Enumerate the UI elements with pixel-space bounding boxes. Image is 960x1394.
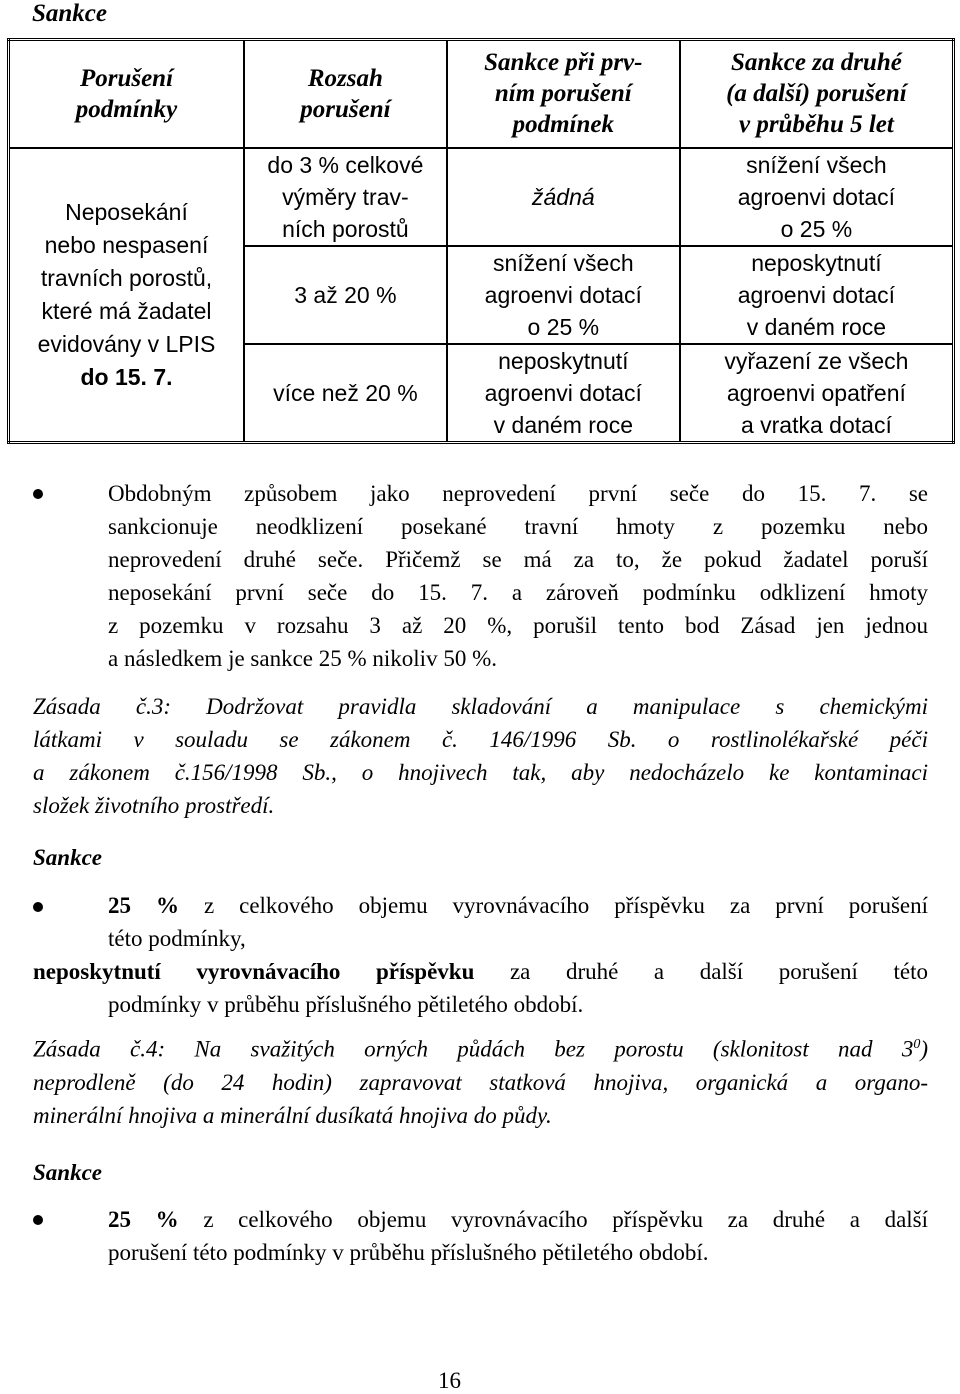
first-sanction-line: snížení všech <box>493 249 634 276</box>
first-sanction-line: v daném roce <box>493 411 633 438</box>
header-condition <box>9 40 244 148</box>
second-sanction-line: agroenvi dotací <box>737 183 896 210</box>
section-heading-sankce: Sankce <box>33 845 102 870</box>
header-second-violation <box>680 40 954 148</box>
header-first-violation <box>447 40 680 148</box>
paragraph-line: neprodleně (do 24 hodin) zapravovat statková hnojiva, organická a organo- <box>33 1069 928 1095</box>
header-line: podmínek <box>512 111 615 139</box>
range-cell <box>244 344 447 443</box>
first-sanction-line: o 25 % <box>527 313 600 340</box>
range-cell <box>244 148 447 246</box>
header-range <box>244 40 447 148</box>
paragraph-line: sankcionuje neodklizení posekané travní hmoty z pozemku nebo <box>108 514 928 539</box>
first-sanction-line: agroenvi dotací <box>484 281 642 308</box>
second-sanction-cell <box>680 344 954 443</box>
range-line: výměry trav- <box>282 183 409 210</box>
second-sanction-cell <box>680 246 954 344</box>
sanction-table <box>7 38 955 444</box>
header-line: Porušení <box>79 64 174 92</box>
section-heading-sankce: Sankce <box>32 0 107 27</box>
paragraph-line: podmínky v průběhu příslušného pětiletého období. <box>108 992 584 1017</box>
text: Zásada č.4: Na svažitých orných půdách bez porostu (sklonitost nad 3 <box>33 1036 914 1062</box>
second-sanction-cell <box>680 148 954 246</box>
paragraph-line <box>108 889 928 922</box>
paragraph-line: látkami v souladu se zákonem č. 146/1996 Sb. o rostlinolékařské péči <box>33 727 928 752</box>
second-sanction-line: vyřazení ze všech <box>724 347 909 374</box>
range-cell <box>244 246 447 344</box>
paragraph-line: porušení této podmínky v průběhu příslušného pětiletého období. <box>108 1240 709 1265</box>
text: z celkového objemu vyrovnávacího příspěvku za druhé a další <box>203 1207 929 1232</box>
bullet-icon <box>33 489 43 499</box>
bullet-icon <box>33 902 43 912</box>
first-sanction-cell <box>447 344 680 443</box>
paragraph-line: a zákonem č.156/1998 Sb., o hnojivech tak, aby nedocházelo ke kontaminaci <box>33 760 928 785</box>
paragraph-line: Zásada č.3: Dodržovat pravidla skladování a manipulace s chemickými <box>33 694 928 719</box>
header-line: porušení <box>300 95 391 123</box>
paragraph-line: Obdobným způsobem jako neprovedení první seče do 15. 7. se <box>108 481 928 506</box>
condition-line: evidovány v LPIS <box>37 330 216 357</box>
text: za druhé a další porušení této <box>509 959 928 984</box>
first-sanction-line: agroenvi dotací <box>484 379 642 406</box>
paragraph-line: složek životního prostředí. <box>33 793 275 818</box>
header-line: Sankce při prv- <box>484 49 643 77</box>
paragraph-line <box>33 955 928 988</box>
text: ) <box>920 1036 928 1062</box>
second-sanction-line: agroenvi opatření <box>726 379 906 406</box>
second-sanction-line: agroenvi dotací <box>737 281 896 308</box>
condition-line: které má žadatel <box>41 297 212 324</box>
emphasis: neposkytnutí vyrovnávacího příspěvku <box>33 959 475 984</box>
range-line: více než 20 % <box>273 379 418 406</box>
bullet-icon <box>33 1215 43 1225</box>
principle-3-paragraph <box>33 690 928 822</box>
superscript: 0 <box>913 1037 921 1052</box>
table-header-row <box>9 40 954 148</box>
paragraph-bullet-2 <box>108 889 928 955</box>
paragraph-line <box>108 1203 928 1236</box>
emphasis: 25 % <box>108 893 179 918</box>
table-row <box>9 148 954 246</box>
header-line: ním porušení <box>494 80 632 108</box>
condition-line: travních porostů, <box>40 264 213 291</box>
range-line: do 3 % celkové <box>267 151 424 178</box>
paragraph-line: z pozemku v rozsahu 3 až 20 %, porušil tento bod Zásad jen jednou <box>108 613 928 638</box>
paragraph-line: minerální hnojiva a minerální dusíkatá hnojiva do půdy. <box>33 1102 552 1128</box>
first-sanction-cell <box>447 148 680 246</box>
paragraph-line: neprovedení druhé seče. Přičemž se má za to, že pokud žadatel poruší <box>108 547 928 572</box>
header-line: (a další) porušení <box>726 80 907 108</box>
principle-4-paragraph <box>33 1028 928 1132</box>
text: z celkového objemu vyrovnávacího příspěvku za první porušení <box>203 893 928 918</box>
header-line: podmínky <box>75 95 178 123</box>
header-line: Rozsah <box>307 64 383 92</box>
first-sanction-cell <box>447 246 680 344</box>
paragraph-line: a následkem je sankce 25 % nikoliv 50 %. <box>108 646 497 671</box>
second-sanction-line: a vratka dotací <box>740 411 892 438</box>
paragraph-bullet-3 <box>108 1203 928 1269</box>
second-sanction-line: v daném roce <box>746 313 887 340</box>
condition-cell <box>9 148 244 443</box>
first-sanction-line: žádná <box>531 183 595 210</box>
range-line: ních porostů <box>282 215 409 242</box>
second-sanction-line: neposkytnutí <box>751 249 882 276</box>
paragraph-line: neposekání první seče do 15. 7. a zároveň podmínku odklizení hmoty <box>108 580 928 605</box>
header-line: Sankce za druhé <box>730 49 902 77</box>
paragraph-bullet-2-cont <box>33 955 928 1021</box>
first-sanction-line: neposkytnutí <box>498 347 629 374</box>
paragraph-line: této podmínky, <box>108 926 246 951</box>
second-sanction-line: o 25 % <box>780 215 853 242</box>
condition-line: do 15. 7. <box>80 363 173 390</box>
range-line: 3 až 20 % <box>294 281 397 308</box>
section-heading-sankce: Sankce <box>33 1160 102 1185</box>
condition-line: Neposekání <box>65 198 188 225</box>
second-sanction-line: snížení všech <box>746 151 887 178</box>
paragraph-bullet-1 <box>108 477 928 675</box>
page-number: 16 <box>438 1368 461 1393</box>
condition-line: nebo nespasení <box>44 231 209 258</box>
emphasis: 25 % <box>108 1207 179 1232</box>
paragraph-line <box>33 1028 928 1066</box>
header-line: v průběhu 5 let <box>738 111 894 139</box>
